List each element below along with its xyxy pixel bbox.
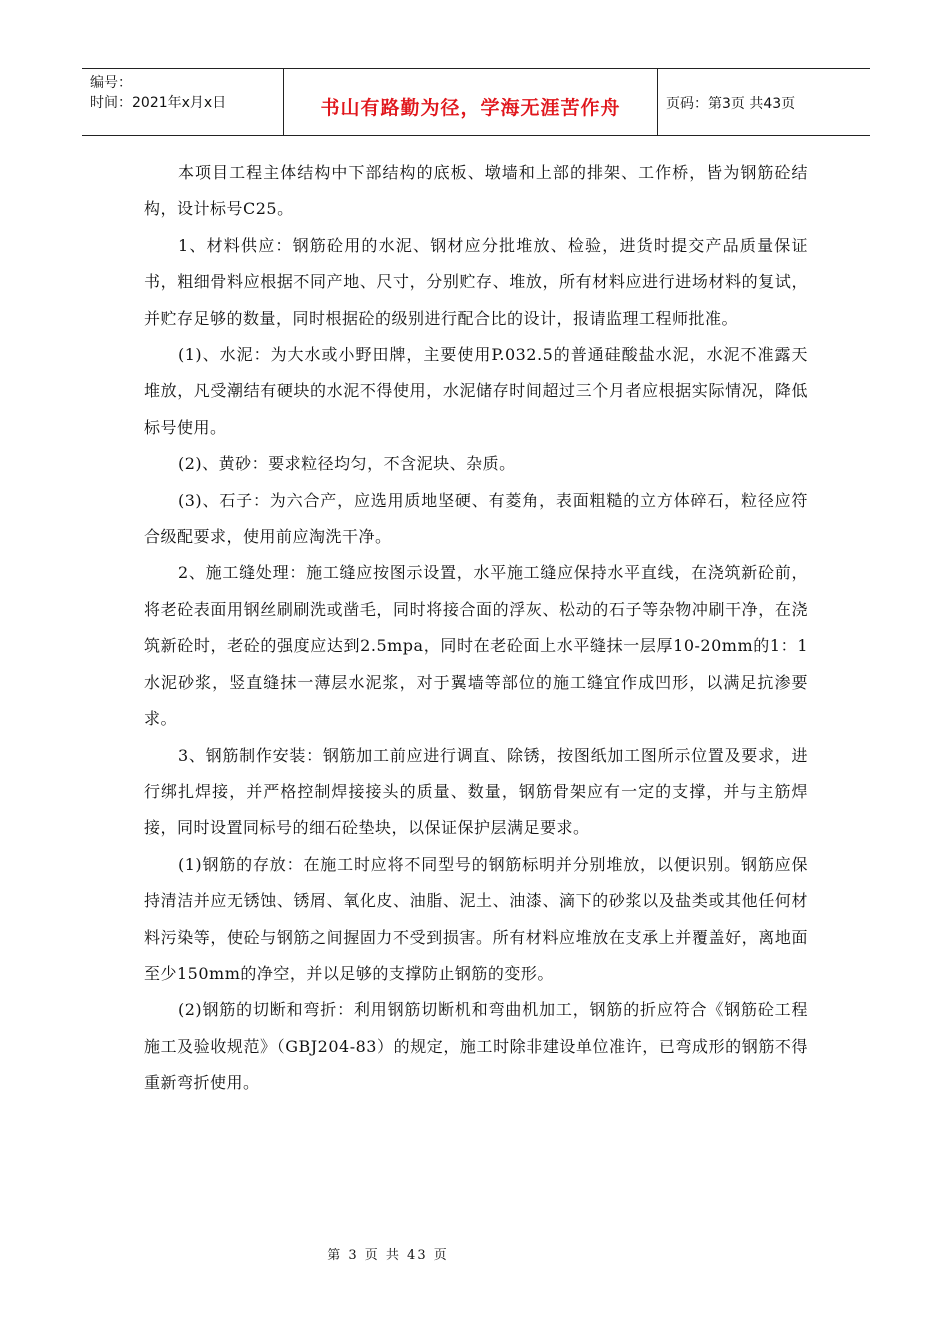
number-label: 编号： [90,75,132,91]
header-page-cell [658,69,870,135]
paragraph-rebar-cutting: (2)钢筋的切断和弯折：利用钢筋切断机和弯曲机加工，钢筋的折应符合《钢筋砼工程施工及验收规范》（GBJ204-83）的规定，施工时除非建设单位准许，已弯成形的钢筋不得重新弯折使用。 [144,1000,808,1093]
document-body [144,155,808,1102]
time-label: 时间：2021年x月x日 [90,95,227,111]
paragraph-cement: (1)、水泥：为大水或小野田牌，主要使用P.032.5的普通硅酸盐水泥，水泥不准露天堆放，凡受潮结有硬块的水泥不得使用，水泥储存时间超过三个月者应根据实际情况，降低标号使用。 [144,345,808,437]
paragraph-intro: 本项目工程主体结构中下部结构的底板、墩墙和上部的排架、工作桥，皆为钢筋砼结构，设计标号C25。 [144,163,808,219]
paragraph-gravel: (3)、石子：为六合产，应选用质地坚硬、有菱角，表面粗糙的立方体碎石，粒径应符合级配要求，使用前应淘洗干净。 [144,490,808,547]
paragraph-sand: (2)、黄砂：要求粒径均匀，不含泥块、杂质。 [178,454,516,474]
document-header [82,68,870,136]
motto-text: 书山有路勤为径，学海无涯苦作舟 [320,96,621,119]
paragraph-rebar-installation: 3、钢筋制作安装：钢筋加工前应进行调直、除锈，按图纸加工图所示位置及要求，进行绑扎焊接，并严格控制焊接接头的质量、数量，钢筋骨架应有一定的支撑，并与主筋焊接，同时设置同标号的细石砼垫块，以保证保护层满足要求。 [144,745,808,838]
page-number-label: 页码：第3页 共43页 [666,96,796,112]
paragraph-rebar-storage: (1)钢筋的存放：在施工时应将不同型号的钢筋标明并分别堆放，以便识别。钢筋应保持清洁并应无锈蚀、锈屑、氧化皮、油脂、泥土、油漆、滴下的砂浆以及盐类或其他任何材料污染等，使砼与钢筋之间握固力不受到损害。所有材料应堆放在支承上并覆盖好，离地面至少150mm的净空，并以足够的支撑防止钢筋的变形。 [144,854,808,983]
header-motto-cell [284,69,658,135]
paragraph-construction-joint: 2、施工缝处理：施工缝应按图示设置，水平施工缝应保持水平直线，在浇筑新砼前，将老砼表面用钢丝刷刷洗或凿毛，同时将接合面的浮灰、松动的石子等杂物冲刷干净，在浇筑新砼时，老砼的强度应达到2.5mpa，同时在老砼面上水平缝抹一层厚10-20mm的1：1水泥砂浆，竖直缝抹一薄层水泥浆，对于翼墙等部位的施工缝宜作成凹形，以满足抗渗要求。 [144,563,808,729]
header-meta-cell [82,69,284,135]
paragraph-material-supply: 1、材料供应：钢筋砼用的水泥、钢材应分批堆放、检验，进货时提交产品质量保证书，粗细骨料应根据不同产地、尺寸，分别贮存、堆放，所有材料应进行进场材料的复试，并贮存足够的数量，同时根据砼的级别进行配合比的设计，报请监理工程师批准。 [144,235,808,328]
page-footer: 第 3 页 共 43 页 [327,1248,449,1263]
